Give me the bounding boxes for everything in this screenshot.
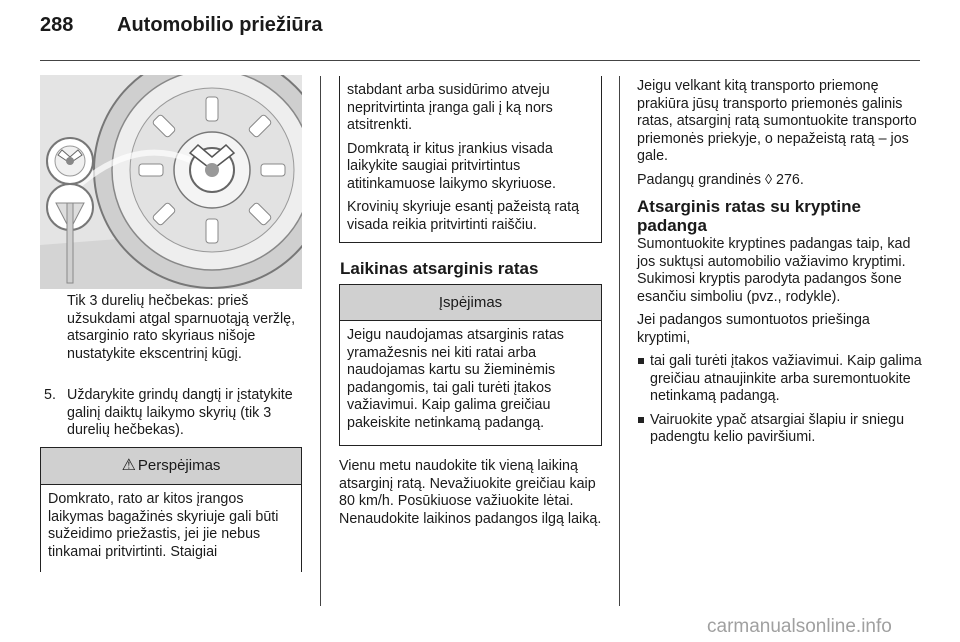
list-item-text: tai gali turėti įtakos važiavimui. Kaip galima greičiau atnaujinkite arba suremontuokite netinkamą padangą. xyxy=(650,353,922,404)
list-item xyxy=(637,412,922,447)
caution-title: Įspėjimas xyxy=(340,285,601,321)
warning-continued-text: Krovinių skyriuje esantį pažeistą ratą visada reikia pritvirtinti raiščiu. xyxy=(347,199,580,233)
watermark: carmanualsonline.info xyxy=(707,616,892,637)
warning-box-continued xyxy=(339,76,602,243)
caution-text: Jeigu naudojamas atsarginis ratas yramažesnis nei kiti ratai arba naudojamas kartu su žieminėmis padangomis, tai gali turėti įtakos važiavimui. Kaip galima greičiau pakeiskite netinkamą padangą. xyxy=(347,327,564,431)
warning-title: Perspėjimas xyxy=(137,457,221,474)
cross-reference: Padangų grandinės ◊ 276. xyxy=(637,171,804,188)
page-number: 288 xyxy=(40,14,74,36)
warning-continued-text: Domkratą ir kitus įrankius visada laikykite saugiai pritvirtintus atitinkamuose laikymo skyriuose. xyxy=(347,140,556,192)
column-divider xyxy=(619,76,620,606)
warning-box xyxy=(40,447,302,572)
body-paragraph: Jei padangos sumontuotos priešinga kryptimi, xyxy=(637,312,870,346)
instruction-paragraph: Tik 3 durelių hečbekas: prieš užsukdami atgal sparnuotąją veržlę, atsarginio rato skyriaus nišoje nustatykite ekscentrinį kūgį. xyxy=(67,293,296,362)
bullet-square-icon xyxy=(638,417,644,423)
warning-box-header xyxy=(41,448,301,485)
body-paragraph: Vienu metu naudokite tik vieną laikiną atsarginį ratą. Nevažiuokite greičiau kaip 80 km/h. Posūkiuose važiuokite lėtai. Nenaudokite laikinos padangos ilgą laiką. xyxy=(339,458,602,527)
bullet-square-icon xyxy=(638,358,644,364)
warning-continued-text: stabdant arba susidūrimo atveju nepritvirtinta įranga gali į ką nors atsitrenkti. xyxy=(347,82,553,133)
list-item-text: Vairuokite ypač atsargiai šlapiu ir sniegu padengtu kelio paviršiumi. xyxy=(650,411,905,445)
column-3 xyxy=(637,78,922,453)
body-paragraph: Jeigu velkant kitą transporto priemonę prakiūra jūsų transporto priemonės galinis ratas, atsarginį ratą sumontuokite transporto priemonės priekyje, o nepažeistą ratą – jos gale. xyxy=(637,78,917,164)
step-text: Uždarykite grindų dangtį ir įstatykite galinį daiktų laikymo skyrių (tik 3 durelių hečbekas). xyxy=(67,387,293,438)
section-heading: Atsarginis ratas su kryptine padanga xyxy=(637,197,861,235)
warning-text: Domkrato, rato ar kitos įrangos laikymas bagažinės skyriuje gali būti sužeidimo priežastis, jei jie nebus tinkamai pritvirtinti. Staigiai xyxy=(48,491,279,560)
column-divider xyxy=(320,76,321,606)
spare-wheel-illustration xyxy=(40,75,302,289)
page-title: Automobilio priežiūra xyxy=(117,14,323,36)
header-rule xyxy=(40,60,920,61)
list-item xyxy=(637,353,922,406)
section-heading: Laikinas atsarginis ratas xyxy=(340,259,539,278)
step-number: 5. xyxy=(44,387,56,403)
body-paragraph: Sumontuokite kryptines padangas taip, kad jos suktųsi automobilio važiavimo kryptimi. Sukimosi kryptis parodyta padangos šone esančiu simboliu (pvz., rodykle). xyxy=(637,236,911,305)
caution-box xyxy=(339,284,602,446)
warning-triangle-icon: ⚠ xyxy=(121,457,136,474)
spare-wheel-icon xyxy=(40,75,302,289)
